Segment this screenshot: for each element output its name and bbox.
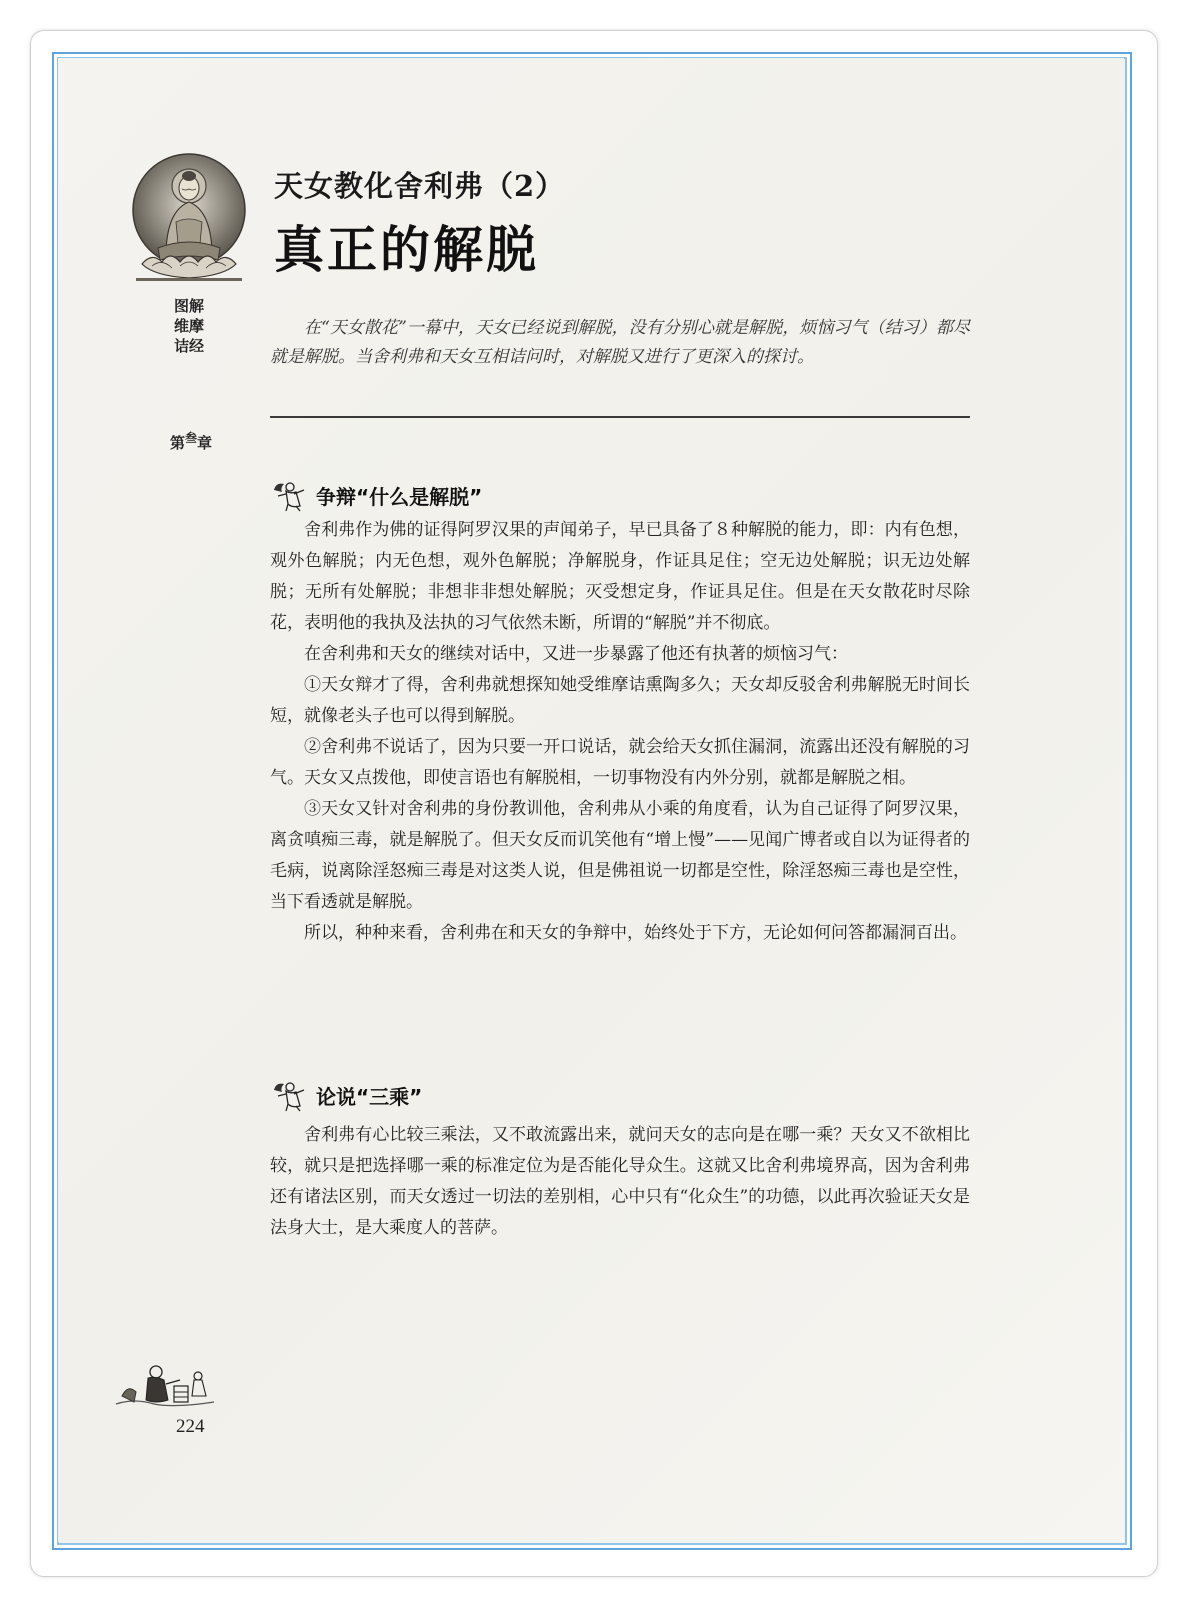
body-paragraph: ②舍利弗不说话了，因为只要一开口说话，就会给天女抓住漏洞，流露出还没有解脱的习气。天女又点拨他，即使言语也有解脱相，一切事物没有内外分别，就都是解脱之相。 [270, 737, 970, 788]
chapter-label [160, 432, 222, 453]
intro-divider [270, 416, 970, 418]
chapter-number: 叁 [184, 431, 197, 445]
page-subtitle: 天女教化舍利弗（2） [274, 169, 566, 203]
body-paragraph: 舍利弗作为佛的证得阿罗汉果的声闻弟子，早已具备了８种解脱的能力，即：内有色想，观外色解脱；内无色想，观外色解脱；净解脱身，作证具足住；空无边处解脱；识无边处解脱；无所有处解脱；非想非非想处解脱；灭受想定身，作证具足住。但是在天女散花时尽除花，表明他的我执及法执的习气依然未断，所谓的“解脱”并不彻底。 [270, 520, 970, 633]
section-body-2 [270, 1120, 970, 1244]
scholar-scene-icon [114, 1354, 218, 1412]
body-paragraph: 舍利弗有心比较三乘法，又不敢流露出来，就问天女的志向是在哪一乘？天女又不欲相比较，就只是把选择哪一乘的标准定位为是否能化导众生。这就又比舍利弗境界高，因为舍利弗还有诸法区别，而天女透过一切法的差别相，心中只有“化众生”的功德，以此再次验证天女是法身大士，是大乘度人的菩萨。 [270, 1125, 970, 1238]
book-page [58, 58, 1124, 1542]
intro-paragraph: 在“天女散花”一幕中，天女已经说到解脱，没有分别心就是解脱，烦恼习气（结习）都尽就是解脱。当舍利弗和天女互相诘问时，对解脱又进行了更深入的探讨。 [270, 318, 970, 367]
section-heading-text: 争辩“什么是解脱” [316, 484, 483, 509]
body-paragraph: ①天女辩才了得，舍利弗就想探知她受维摩诘熏陶多久；天女却反驳舍利弗解脱无时间长短，就像老头子也可以得到解脱。 [270, 675, 970, 726]
section-heading-2 [270, 1078, 422, 1112]
page-title: 真正的解脱 [274, 220, 539, 279]
section-heading-1 [270, 478, 482, 512]
page-number: 224 [176, 1416, 205, 1437]
body-paragraph: ③天女又针对舍利弗的身份教训他，舍利弗从小乘的角度看，认为自己证得了阿罗汉果，离贪嗔痴三毒，就是解脱了。但天女反而讥笑他有“增上慢”——见闻广博者或自以为证得者的毛病，说离除淫怒痴三毒是对这类人说，但是佛祖说一切都是空性，除淫怒痴三毒也是空性，当下看透就是解脱。 [270, 799, 970, 912]
chapter-suffix: 章 [197, 434, 213, 452]
scholar-figure-icon [270, 478, 308, 512]
scholar-figure-icon [270, 1078, 308, 1112]
section-heading-text: 论说“三乘” [316, 1084, 423, 1109]
book-series-label: 图解维摩诘经 [174, 297, 205, 355]
chapter-prefix: 第 [169, 434, 185, 452]
buddha-medallion-icon [128, 152, 250, 284]
body-paragraph: 所以，种种来看，舍利弗在和天女的争辩中，始终处于下方，无论如何问答都漏洞百出。 [304, 923, 967, 943]
body-paragraph: 在舍利弗和天女的继续对话中，又进一步暴露了他还有执著的烦恼习气： [304, 644, 848, 664]
section-body-1 [270, 515, 970, 949]
